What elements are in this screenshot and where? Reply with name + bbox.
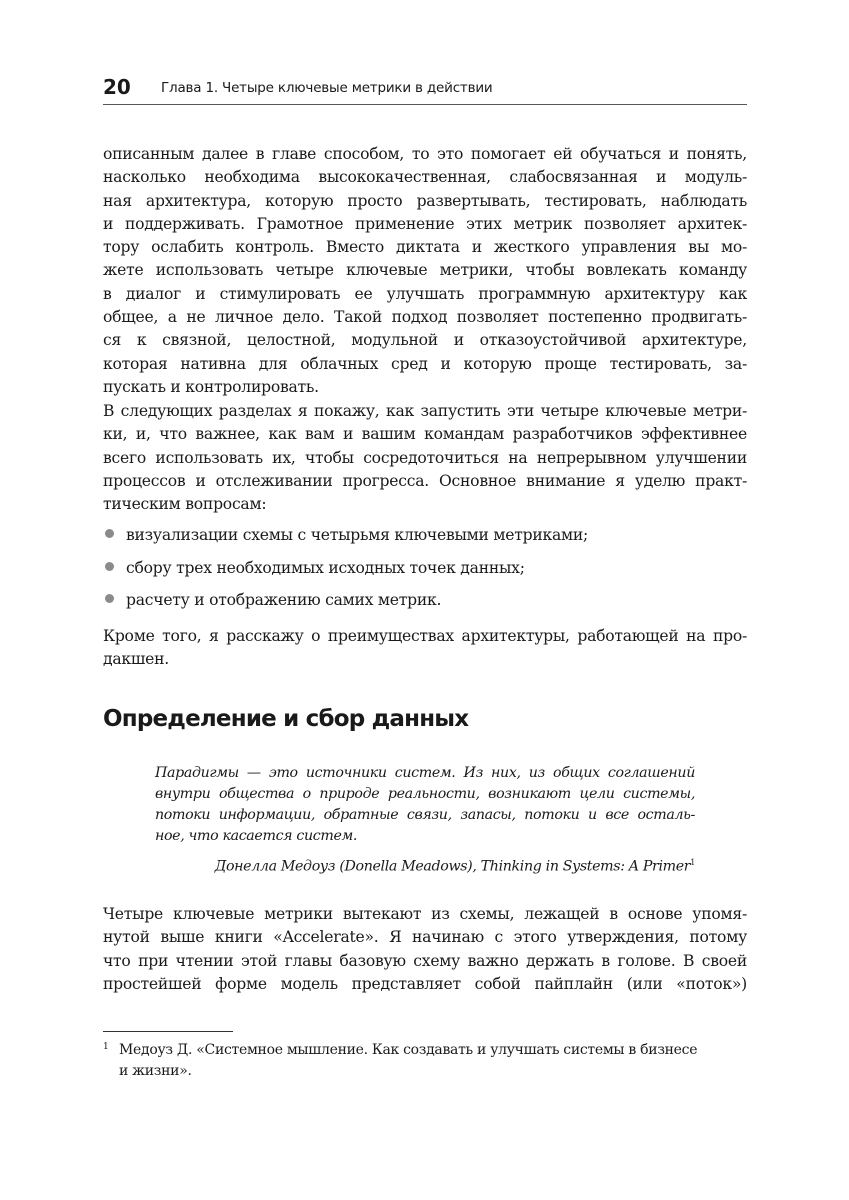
text-line: дакшен.: [103, 650, 169, 669]
list-item-text: сбору трех необходимых исходных точек данных;: [126, 558, 525, 577]
epigraph-line: Парадигмы — это источники систем. Из них, из общих соглашений: [155, 765, 695, 781]
text-line: нутой выше книги «Accelerate». Я начинаю с этого утверждения, потому: [103, 928, 747, 947]
footnote-reference[interactable]: 1: [690, 858, 695, 867]
text-line: тору ослабить контроль. Вместо диктата и жесткого управления вы мо-: [103, 238, 747, 257]
list-item: [103, 557, 747, 590]
text-line: простейшей форме модель представляет собой пайплайн (или «поток»): [103, 974, 747, 993]
text-line: ки, и, что важнее, как вам и вашим командам разработчиков эффективнее: [103, 425, 747, 444]
page-number: 20: [103, 75, 131, 99]
text-line: тическим вопросам:: [103, 495, 267, 514]
running-header: [103, 74, 747, 104]
text-line: пускать и контролировать.: [103, 377, 319, 396]
text-line: ная архитектура, которую просто развертывать, тестировать, наблюдать: [103, 191, 747, 210]
paragraph-3: [103, 625, 747, 672]
list-item-text: расчету и отображению самих метрик.: [126, 591, 442, 609]
text-line: что при чтении этой главы базовую схему важно держать в голове. В своей: [103, 951, 747, 970]
paragraph-1: [103, 143, 747, 399]
text-line: Четыре ключевые метрики вытекают из схемы, лежащей в основе упомя-: [103, 905, 747, 923]
footnote-mark: 1: [103, 1042, 109, 1052]
footnote-rule: [103, 1031, 233, 1032]
text-line: описанным далее в главе способом, то это помогает ей обучаться и понять,: [103, 145, 747, 163]
list-item-text: визуализации схемы с четырьмя ключевыми метриками;: [126, 526, 589, 544]
text-line: ся к связной, целостной, модульной и отказоустойчивой архитектуре,: [103, 331, 747, 350]
text-line: В следующих разделах я покажу, как запустить эти четыре ключевые метри-: [103, 402, 747, 420]
paragraph-2: [103, 400, 747, 516]
bullet-icon: [105, 594, 114, 603]
text-line: в диалог и стимулировать ее улучшать программную архитектуру как: [103, 284, 747, 303]
text-line: насколько необходима высококачественная, слабосвязанная и модуль-: [103, 168, 747, 187]
epigraph-line: потоки информации, обратные связи, запасы, потоки и все осталь-: [155, 807, 695, 823]
footnote-text: Медоуз Д. «Системное мышление. Как создавать и улучшать системы в бизнесе: [119, 1042, 698, 1058]
epigraph: [155, 763, 695, 847]
text-line: общее, а не личное дело. Такой подход позволяет постепенно продвигать-: [103, 308, 747, 327]
bullet-icon: [105, 529, 114, 538]
text-line: которая нативна для облачных сред и которую проще тестировать, за-: [103, 354, 747, 373]
header-rule: [103, 104, 747, 105]
text-line: всего использовать их, чтобы сосредоточиться на непрерывном улучшении: [103, 448, 747, 467]
text-line: и поддерживать. Грамотное применение этих метрик позволяет архитек-: [103, 214, 747, 233]
epigraph-line: ное, что касается систем.: [155, 828, 358, 844]
section-heading: Определение и сбор данных: [103, 706, 469, 732]
bullet-list: [103, 524, 747, 622]
running-title: Глава 1. Четыре ключевые метрики в действии: [161, 80, 493, 96]
paragraph-4: [103, 903, 747, 996]
attribution-text: Донелла Медоуз (Donella Meadows), Thinking in Systems: A Primer: [214, 858, 691, 875]
bullet-icon: [105, 562, 114, 571]
epigraph-line: внутри общества о природе реальности, возникают цели системы,: [155, 786, 695, 802]
list-item: [103, 589, 747, 622]
text-line: Кроме того, я расскажу о преимуществах архитектуры, работающей на про-: [103, 627, 747, 645]
text-line: жете использовать четыре ключевые метрики, чтобы вовлекать команду: [103, 261, 747, 280]
text-line: процессов и отслеживании прогресса. Основное внимание я уделю практ-: [103, 471, 747, 490]
footnote-text: и жизни».: [119, 1063, 192, 1079]
list-item: [103, 524, 747, 557]
epigraph-attribution: [155, 852, 695, 878]
